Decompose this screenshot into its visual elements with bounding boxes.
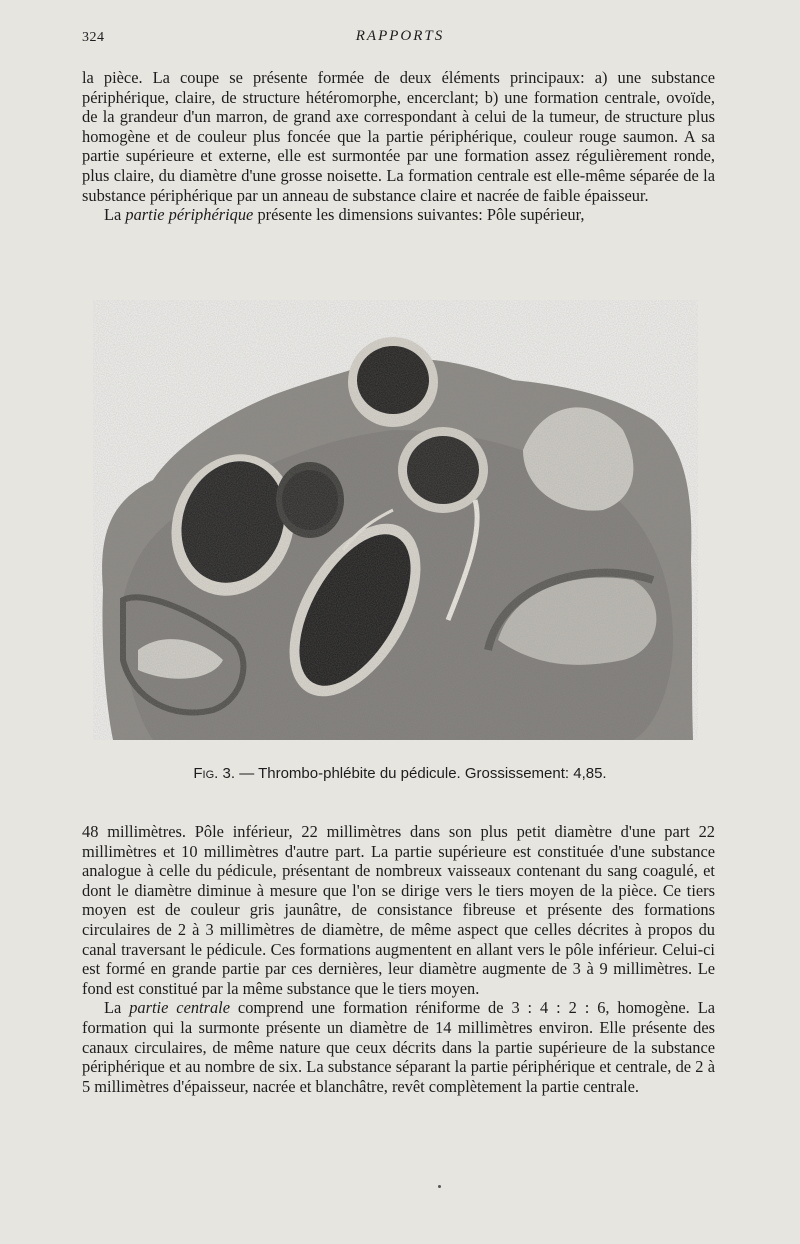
top-text-block [82,68,715,225]
figure-caption-text: — Thrombo-phlébite du pédicule. Grossissement: 4,85. [239,765,607,782]
running-title: RAPPORTS [355,28,445,44]
histology-micrograph [93,300,698,740]
p2b-emphasis: partie centrale [129,998,230,1018]
paragraph-top-1: la pièce. La coupe se présente formée de deux éléments principaux: a) une substance périphérique, claire, de structure hétéromorphe, encerclant; b) une formation centrale, ovoïde, de la grandeur d'un marron, de grand axe correspondant à celui de la tumeur, de structure plus homogène et de couleur plus foncée que la partie périphérique, couleur rouge saumon. A sa partie supérieure et externe, elle est surmontée par une formation assez régulièrement ronde, plus claire, du diamètre d'une grosse noisette. La formation centrale est elle-même séparée de la substance périphérique par un anneau de substance claire et nacrée de faible épaisseur. [82,68,715,205]
p2b-start: La [104,998,122,1018]
print-speck [438,1185,441,1188]
page-number: 324 [82,30,105,45]
p2-start: La [104,205,122,225]
paragraph-top-2 [82,205,715,225]
figure-label: Fig. 3. [193,765,236,782]
paragraph-bottom-2 [82,998,715,1096]
bottom-text-block [82,822,715,1096]
p2-rest: présente les dimensions suivantes: Pôle supérieur, [257,205,585,225]
p2-emphasis: partie périphérique [125,205,254,225]
p2b-rest: comprend une formation réniforme de 3 : 4 : 2 : 6, homogène. La formation qui la surmonte présente un diamètre de 14 millimètres environ. Elle présente des canaux circulaires, de même nature que ceux décrits dans la partie supérieure de la substance périphérique et au nombre de six. La substance séparant la partie périphérique et centrale, de 2 à 5 millimètres d'épaisseur, nacrée et blanchâtre, revêt complètement la partie centrale. [82,998,715,1096]
paragraph-bottom-1: 48 millimètres. Pôle inférieur, 22 millimètres dans son plus petit diamètre d'une part 22 millimètres et 10 millimètres d'autre part. La partie supérieure est constituée d'une substance analogue à celle du pédicule, présentant de nombreux vaisseaux contenant du sang coagulé, et dont le diamètre diminue à mesure que l'on se dirige vers le tiers moyen de la pièce. Ce tiers moyen est de couleur gris jaunâtre, de consistance fibreuse et présente des formations circulaires de 2 à 3 millimètres de diamètre, de même aspect que celles décrites à propos du canal traversant le pédicule. Ces formations augmentent en allant vers le pôle inférieur. Celui-ci est formé en grande partie par ces dernières, leur diamètre augmente de 3 à 9 millimètres. Le fond est constitué par la même substance que le tiers moyen. [82,822,715,998]
figure-caption [0,765,800,782]
